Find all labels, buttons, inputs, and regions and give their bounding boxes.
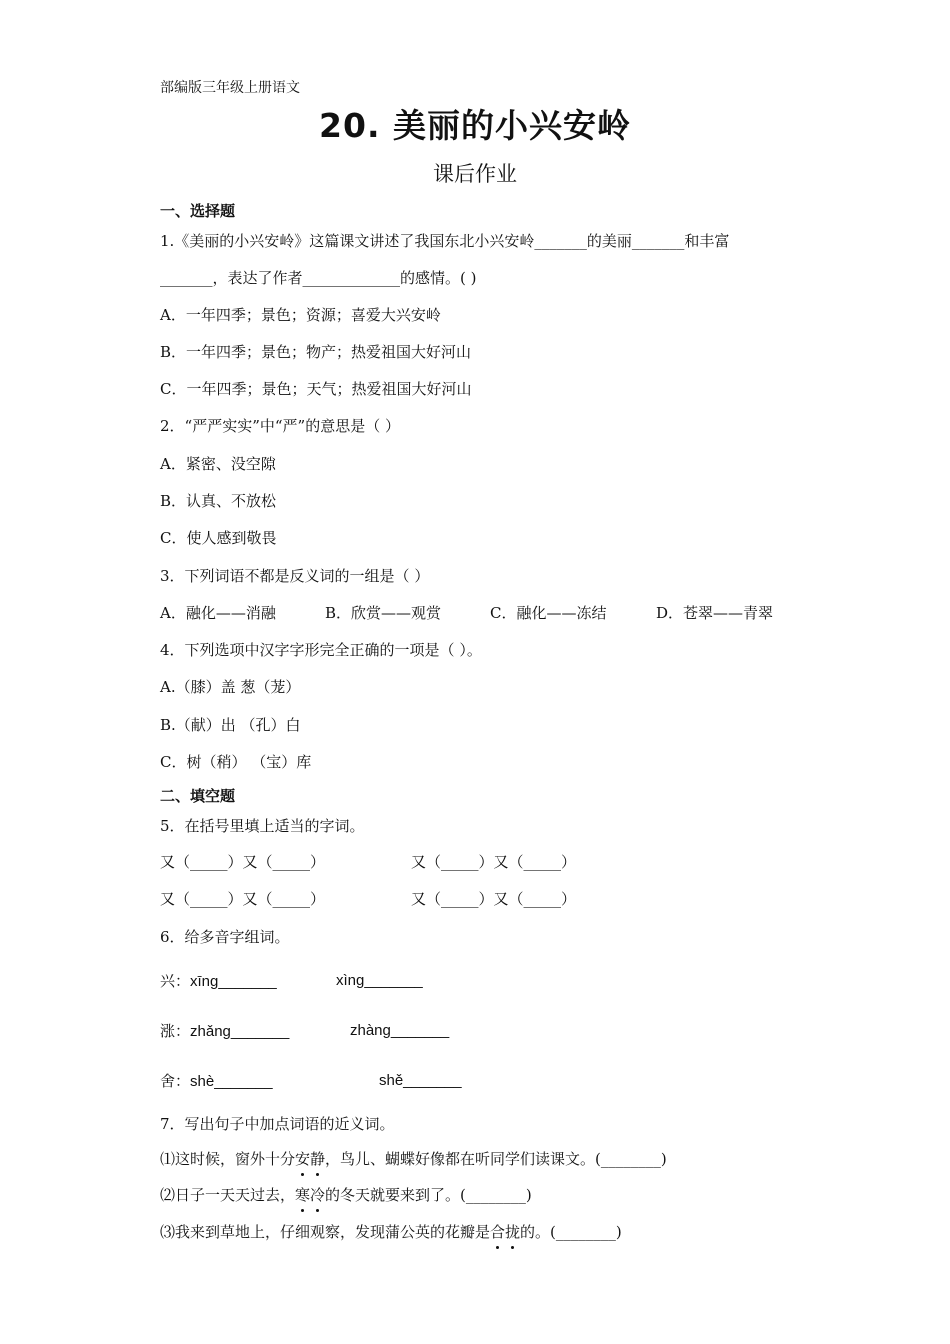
q7-s1-dotted-2: 静 <box>310 1150 326 1168</box>
q4-option-a: A.（膝）盖 葱（茏） <box>160 678 301 696</box>
q7-s2-dotted-1: 寒 <box>295 1186 311 1204</box>
q1-stem-line2: _______，表达了作者_____________的感情。( ) <box>160 269 477 287</box>
q6-row-xing <box>160 971 277 992</box>
q7-s1-post: ，鸟儿、蝴蝶好像都在听同学们读课文。(________) <box>325 1150 667 1168</box>
q5-blank-1: 又（_____）又（_____） <box>160 853 326 871</box>
q7-sentence-3 <box>160 1222 622 1242</box>
page-title: 20. 美丽的小兴安岭 <box>319 106 631 145</box>
q6-char-she: 舍： <box>160 1072 191 1090</box>
q3-option-c: C．融化——冻结 <box>490 604 607 622</box>
q5-blank-2: 又（_____）又（_____） <box>411 853 577 871</box>
q7-sentence-2 <box>160 1185 532 1205</box>
q7-s3-dotted-1: 合 <box>490 1223 506 1241</box>
q6-row-she <box>160 1071 273 1092</box>
q3-option-d: D．苍翠——青翠 <box>656 604 774 622</box>
q7-s3-post: 的。(________) <box>520 1223 622 1241</box>
q6-pinyin-xing2: xìng_______ <box>336 972 423 989</box>
q1-stem-line1: 1.《美丽的小兴安岭》这篇课文讲述了我国东北小兴安岭_______的美丽_______和丰富 <box>160 232 730 250</box>
q6-pinyin-zhang1: zhǎng_______ <box>190 1023 290 1040</box>
page-subtitle: 课后作业 <box>433 162 517 186</box>
q6-pinyin-she1: shè_______ <box>190 1073 273 1090</box>
q7-sentence-1 <box>160 1149 667 1169</box>
q7-s3-pre: ⑶我来到草地上，仔细观察，发现蒲公英的花瓣是 <box>160 1223 491 1241</box>
q3-option-b: B．欣赏——观赏 <box>325 604 442 622</box>
q7-s2-dotted-2: 冷 <box>310 1186 326 1204</box>
q7-s2-pre: ⑵日子一天天过去， <box>160 1186 296 1204</box>
q6-char-zhang: 涨： <box>160 1022 191 1040</box>
q5-stem: 5．在括号里填上适当的字词。 <box>160 817 365 835</box>
q7-s1-dotted-1: 安 <box>295 1150 311 1168</box>
q1-option-b: B．一年四季；景色；物产；热爱祖国大好河山 <box>160 343 472 361</box>
q3-stem: 3．下列词语不都是反义词的一组是（ ） <box>160 567 430 585</box>
q6-pinyin-zhang2: zhàng_______ <box>350 1022 450 1039</box>
q1-option-a: A．一年四季；景色；资源；喜爱大兴安岭 <box>160 306 441 324</box>
q6-row-zhang <box>160 1021 289 1042</box>
q6-pinyin-she2: shě_______ <box>379 1072 462 1089</box>
q5-blank-4: 又（_____）又（_____） <box>411 890 577 908</box>
subject-label: 部编版三年级上册语文 <box>160 80 300 96</box>
q2-option-b: B．认真、不放松 <box>160 492 277 510</box>
q6-pinyin-xing1: xīng_______ <box>190 973 277 990</box>
q2-stem: 2．“严严实实”中“严”的意思是（ ） <box>160 417 400 435</box>
q6-char-xing: 兴： <box>160 972 191 990</box>
section-fill-heading: 二、填空题 <box>160 787 236 805</box>
q5-blank-3: 又（_____）又（_____） <box>160 890 326 908</box>
q7-s3-dotted-2: 拢 <box>505 1223 521 1241</box>
q4-stem: 4．下列选项中汉字字形完全正确的一项是（ ）。 <box>160 641 482 659</box>
q4-option-c: C．树（稍） （宝）库 <box>160 753 312 771</box>
q7-stem: 7．写出句子中加点词语的近义词。 <box>160 1115 395 1133</box>
section-choice-heading: 一、选择题 <box>160 202 236 220</box>
q2-option-c: C．使人感到敬畏 <box>160 529 277 547</box>
q3-option-a: A．融化——消融 <box>160 604 276 622</box>
q4-option-b: B.（献）出 （孔）白 <box>160 716 301 734</box>
q7-s1-pre: ⑴这时候，窗外十分 <box>160 1150 296 1168</box>
q6-stem: 6．给多音字组词。 <box>160 928 290 946</box>
q1-option-c: C．一年四季；景色；天气；热爱祖国大好河山 <box>160 380 472 398</box>
q2-option-a: A．紧密、没空隙 <box>160 455 276 473</box>
q7-s2-post: 的冬天就要来到了。(________) <box>325 1186 532 1204</box>
